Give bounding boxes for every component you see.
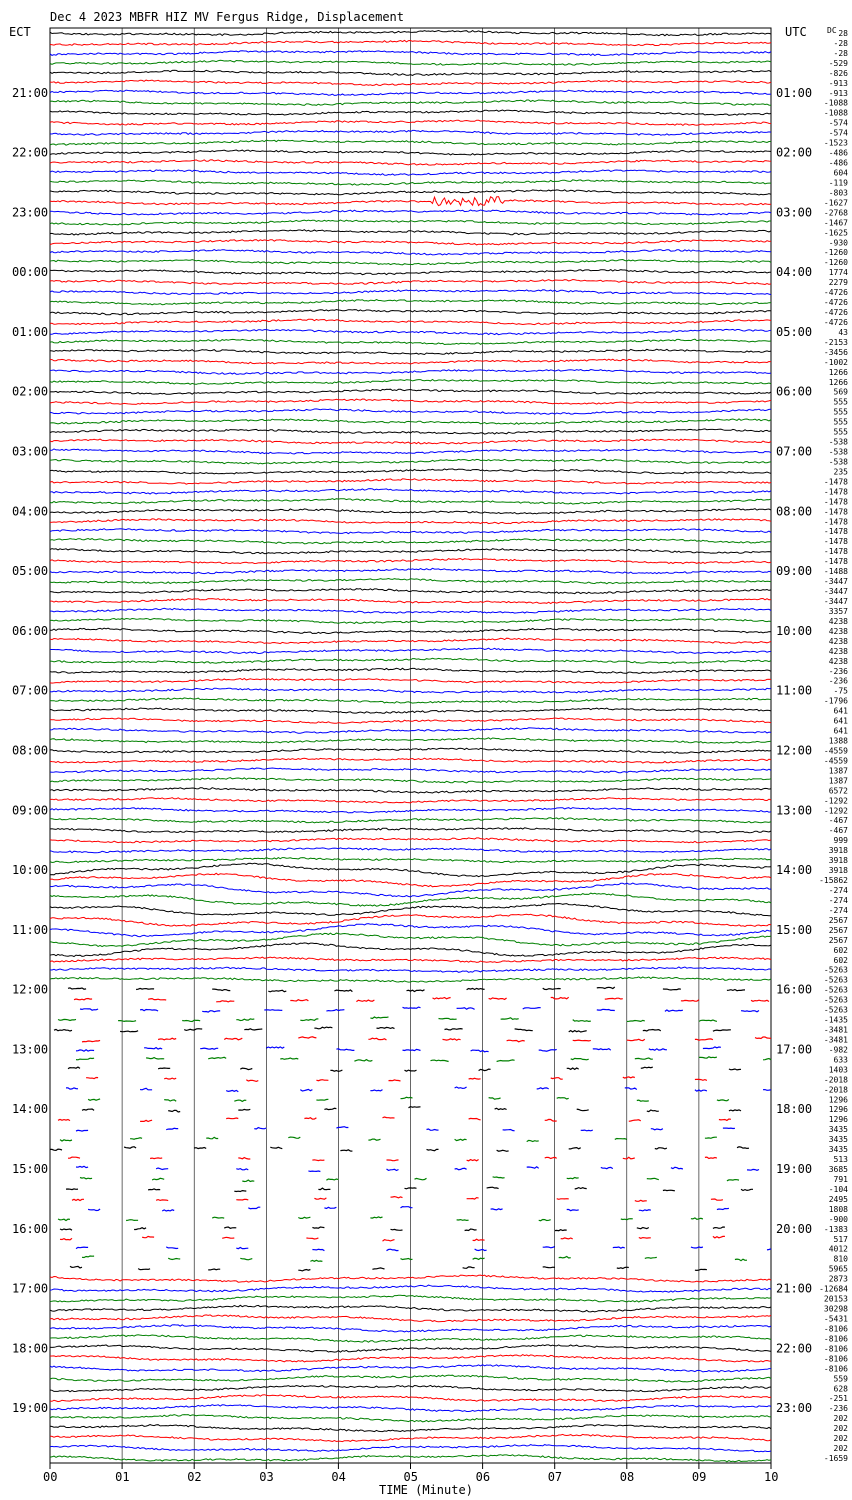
trace-offset-label: -5263: [823, 975, 848, 985]
trace-offset-label: -2768: [823, 208, 848, 218]
trace-offset-label: 602: [833, 955, 848, 965]
trace-offset-label: -913: [828, 78, 848, 88]
trace-offset-label: -236: [828, 666, 848, 676]
trace-offset-label: 2567: [828, 925, 848, 935]
trace-offset-label: 202: [833, 1434, 848, 1444]
trace-offset-label: -1478: [823, 547, 848, 557]
trace-offset-label: 4238: [828, 656, 848, 666]
trace-offset-label: -486: [828, 158, 848, 168]
trace-offset-label: 4238: [828, 646, 848, 656]
trace-offset-label: -1627: [823, 198, 848, 208]
left-hour-label: 11:00: [12, 922, 49, 937]
trace-offset-label: 641: [833, 726, 848, 736]
trace-offset-label: -4726: [823, 298, 848, 308]
right-hour-label: 10:00: [776, 623, 813, 638]
trace-offset-label: -1478: [823, 477, 848, 487]
trace-offset-label: -1796: [823, 696, 848, 706]
trace-offset-label: -2153: [823, 337, 848, 347]
x-tick-label: 07: [547, 1470, 563, 1484]
left-hour-label: 10:00: [12, 863, 49, 878]
trace-offset-label: -5263: [823, 995, 848, 1005]
x-axis-label: TIME (Minute): [379, 1483, 473, 1497]
trace-offset-label: -1478: [823, 497, 848, 507]
trace-offset-label: 3918: [828, 856, 848, 866]
left-hour-label: 15:00: [12, 1162, 49, 1177]
trace-offset-label: 2873: [828, 1274, 848, 1284]
trace-offset-label: -538: [828, 447, 848, 457]
x-tick-label: 04: [331, 1470, 346, 1484]
left-hour-label: 13:00: [12, 1042, 49, 1057]
right-axis-label: UTC: [785, 25, 807, 39]
trace-offset-label: -4559: [823, 746, 848, 756]
trace-offset-label: -913: [828, 88, 848, 98]
trace-offset-label: 628: [833, 1384, 848, 1394]
trace-offset-label: -28: [833, 38, 848, 48]
left-hour-label: 01:00: [12, 324, 49, 339]
trace-offset-label: 20153: [823, 1294, 848, 1304]
left-hour-label: 22:00: [12, 145, 49, 160]
trace-offset-label: 555: [833, 427, 848, 437]
left-axis-label: ECT: [9, 25, 31, 39]
trace-offset-label: 5965: [828, 1264, 848, 1274]
right-hour-label: 11:00: [776, 683, 813, 698]
trace-offset-label: -4726: [823, 288, 848, 298]
right-hour-label: 16:00: [776, 982, 813, 997]
trace-offset-label: -8106: [823, 1344, 848, 1354]
trace-offset-label: 202: [833, 1414, 848, 1424]
trace-offset-label: -1292: [823, 806, 848, 816]
trace-offset-label: -3456: [823, 347, 848, 357]
right-hour-label: 17:00: [776, 1042, 813, 1057]
right-hour-label: 02:00: [776, 145, 813, 160]
right-hour-label: 04:00: [776, 265, 813, 280]
trace-offset-label: 3918: [828, 866, 848, 876]
trace-offset-label: 2567: [828, 915, 848, 925]
trace-offset-label: -236: [828, 1404, 848, 1414]
trace-offset-label: -1292: [823, 796, 848, 806]
left-hour-label: 23:00: [12, 205, 49, 220]
trace-offset-label: -1478: [823, 537, 848, 547]
trace-offset-label: -274: [828, 895, 848, 905]
trace-offset-label: 43: [838, 327, 848, 337]
trace-offset-label: 4238: [828, 626, 848, 636]
trace-offset-label: 30298: [823, 1304, 848, 1314]
right-top-label: DC: [827, 26, 837, 35]
trace-offset-label: 3435: [828, 1135, 848, 1145]
left-hour-label: 07:00: [12, 683, 49, 698]
trace-offset-label: -803: [828, 188, 848, 198]
x-tick-label: 10: [764, 1470, 779, 1484]
trace-offset-label: 604: [833, 168, 848, 178]
trace-offset-label: -930: [828, 238, 848, 248]
trace-offset-label: -1088: [823, 108, 848, 118]
trace-offset-label: -1625: [823, 228, 848, 238]
left-hour-label: 14:00: [12, 1102, 49, 1117]
left-hour-label: 06:00: [12, 623, 49, 638]
trace-offset-label: -236: [828, 676, 848, 686]
trace-offset-label: -274: [828, 905, 848, 915]
trace-offset-label: -2018: [823, 1085, 848, 1095]
right-hour-label: 09:00: [776, 564, 813, 579]
right-hour-label: 19:00: [776, 1162, 813, 1177]
trace-offset-label: 1808: [828, 1204, 848, 1214]
trace-offset-label: -4559: [823, 756, 848, 766]
trace-offset-label: -5431: [823, 1314, 848, 1324]
trace-offset-label: -486: [828, 148, 848, 158]
x-tick-label: 05: [403, 1470, 418, 1484]
left-hour-label: 18:00: [12, 1341, 49, 1356]
left-hour-label: 00:00: [12, 265, 49, 280]
left-hour-label: 12:00: [12, 982, 49, 997]
trace-offset-label: 517: [833, 1234, 848, 1244]
left-hour-label: 21:00: [12, 85, 49, 100]
chart-title: Dec 4 2023 MBFR HIZ MV Fergus Ridge, Displacement: [50, 10, 405, 24]
trace-offset-label: -5263: [823, 965, 848, 975]
trace-offset-label: 1387: [828, 766, 848, 776]
right-hour-label: 20:00: [776, 1221, 813, 1236]
right-hour-label: 12:00: [776, 743, 813, 758]
trace-offset-label: -1478: [823, 557, 848, 567]
trace-offset-label: 1266: [828, 377, 848, 387]
trace-offset-label: -1659: [823, 1454, 848, 1464]
trace-offset-label: -574: [828, 118, 848, 128]
trace-offset-label: -1002: [823, 357, 848, 367]
trace-offset-label: -1435: [823, 1015, 848, 1025]
x-tick-label: 01: [115, 1470, 130, 1484]
trace-offset-label: -538: [828, 437, 848, 447]
trace-offset-label: -8106: [823, 1354, 848, 1364]
trace-offset-label: -900: [828, 1214, 848, 1224]
right-hour-label: 13:00: [776, 803, 813, 818]
trace-offset-label: -15862: [819, 876, 848, 886]
trace-offset-label: -982: [828, 1045, 848, 1055]
trace-offset-label: -3481: [823, 1035, 848, 1045]
trace-offset-label: 3435: [828, 1145, 848, 1155]
left-hour-label: 19:00: [12, 1401, 49, 1416]
x-tick-label: 06: [475, 1470, 491, 1484]
trace-offset-label: -8106: [823, 1334, 848, 1344]
trace-offset-label: 6572: [828, 786, 848, 796]
trace-offset-label: -3447: [823, 577, 848, 587]
trace-offset-label: -1478: [823, 527, 848, 537]
trace-offset-label: -1478: [823, 517, 848, 527]
trace-offset-label: 602: [833, 945, 848, 955]
trace-offset-label: -826: [828, 68, 848, 78]
right-hour-label: 06:00: [776, 384, 813, 399]
right-hour-label: 14:00: [776, 863, 813, 878]
trace-offset-label: 1296: [828, 1105, 848, 1115]
trace-offset-label: -3447: [823, 597, 848, 607]
trace-offset-label: 633: [833, 1055, 848, 1065]
right-hour-label: 18:00: [776, 1102, 813, 1117]
trace-offset-label: -1488: [823, 567, 848, 577]
trace-offset-label: -574: [828, 128, 848, 138]
trace-offset-label: -5263: [823, 1005, 848, 1015]
trace-offset-label: 1296: [828, 1115, 848, 1125]
trace-offset-label: 2567: [828, 935, 848, 945]
trace-offset-label: -4726: [823, 308, 848, 318]
x-tick-label: 09: [691, 1470, 707, 1484]
trace-offset-label: 1387: [828, 776, 848, 786]
trace-offset-label: 4238: [828, 616, 848, 626]
trace-offset-label: -104: [828, 1184, 848, 1194]
trace-offset-label: 555: [833, 407, 848, 417]
trace-offset-label: -75: [833, 686, 848, 696]
right-hour-label: 07:00: [776, 444, 813, 459]
trace-offset-label: 2495: [828, 1194, 848, 1204]
trace-offset-label: 4238: [828, 636, 848, 646]
trace-offset-label: 235: [833, 467, 848, 477]
trace-offset-label: 641: [833, 716, 848, 726]
left-hour-label: 16:00: [12, 1221, 49, 1236]
trace-offset-label: 1774: [828, 268, 848, 278]
trace-offset-label: -251: [828, 1394, 848, 1404]
x-tick-label: 02: [187, 1470, 202, 1484]
x-tick-label: 03: [259, 1470, 274, 1484]
trace-offset-label: 202: [833, 1424, 848, 1434]
right-hour-label: 22:00: [776, 1341, 813, 1356]
trace-offset-label: 569: [833, 387, 848, 397]
trace-offset-label: 791: [833, 1174, 848, 1184]
trace-offset-label: -3447: [823, 587, 848, 597]
trace-offset-label: -467: [828, 816, 848, 826]
trace-offset-label: -8106: [823, 1364, 848, 1374]
left-hour-label: 05:00: [12, 564, 49, 579]
trace-offset-label: 1403: [828, 1065, 848, 1075]
right-hour-label: 21:00: [776, 1281, 813, 1296]
trace-offset-label: -467: [828, 826, 848, 836]
trace-offset-label: -1260: [823, 248, 848, 258]
left-hour-label: 17:00: [12, 1281, 49, 1296]
x-tick-label: 08: [619, 1470, 635, 1484]
trace-offset-label: -1478: [823, 487, 848, 497]
right-hour-label: 15:00: [776, 922, 813, 937]
trace-offset-label: -1260: [823, 258, 848, 268]
trace-offset-label: 641: [833, 706, 848, 716]
right-hour-label: 08:00: [776, 504, 813, 519]
trace-offset-label: -1523: [823, 138, 848, 148]
trace-offset-label: 28: [838, 28, 848, 38]
trace-offset-label: -538: [828, 457, 848, 467]
trace-offset-label: 4012: [828, 1244, 848, 1254]
trace-offset-label: 3435: [828, 1125, 848, 1135]
trace-offset-label: -2018: [823, 1075, 848, 1085]
right-hour-label: 05:00: [776, 324, 813, 339]
trace-offset-label: 3357: [828, 606, 848, 616]
trace-offset-label: -8106: [823, 1324, 848, 1334]
left-hour-label: 03:00: [12, 444, 49, 459]
trace-offset-label: 559: [833, 1374, 848, 1384]
right-hour-label: 03:00: [776, 205, 813, 220]
trace-offset-label: -529: [828, 58, 848, 68]
trace-offset-label: -274: [828, 885, 848, 895]
trace-offset-label: 3685: [828, 1165, 848, 1175]
trace-offset-label: -119: [828, 178, 848, 188]
trace-offset-label: 513: [833, 1155, 848, 1165]
left-hour-label: 09:00: [12, 803, 49, 818]
trace-offset-label: -1383: [823, 1224, 848, 1234]
trace-offset-label: 202: [833, 1444, 848, 1454]
trace-offset-label: 555: [833, 417, 848, 427]
trace-offset-label: 810: [833, 1254, 848, 1264]
trace-offset-label: -28: [833, 48, 848, 58]
trace-offset-label: -4726: [823, 317, 848, 327]
trace-offset-label: -5263: [823, 985, 848, 995]
x-tick-label: 00: [43, 1470, 58, 1484]
trace-offset-label: -12684: [819, 1284, 848, 1294]
trace-offset-label: 2279: [828, 278, 848, 288]
trace-offset-label: 1296: [828, 1095, 848, 1105]
trace-offset-label: 1388: [828, 736, 848, 746]
left-hour-label: 04:00: [12, 504, 49, 519]
trace-offset-label: 1266: [828, 367, 848, 377]
trace-offset-label: -3481: [823, 1025, 848, 1035]
left-hour-label: 08:00: [12, 743, 49, 758]
right-hour-label: 23:00: [776, 1401, 813, 1416]
trace-offset-label: -1467: [823, 218, 848, 228]
right-hour-label: 01:00: [776, 85, 813, 100]
left-hour-label: 02:00: [12, 384, 49, 399]
trace-offset-label: -1478: [823, 507, 848, 517]
trace-offset-label: 3918: [828, 846, 848, 856]
trace-offset-label: -1088: [823, 98, 848, 108]
trace-offset-label: 999: [833, 836, 848, 846]
trace-offset-label: 555: [833, 397, 848, 407]
